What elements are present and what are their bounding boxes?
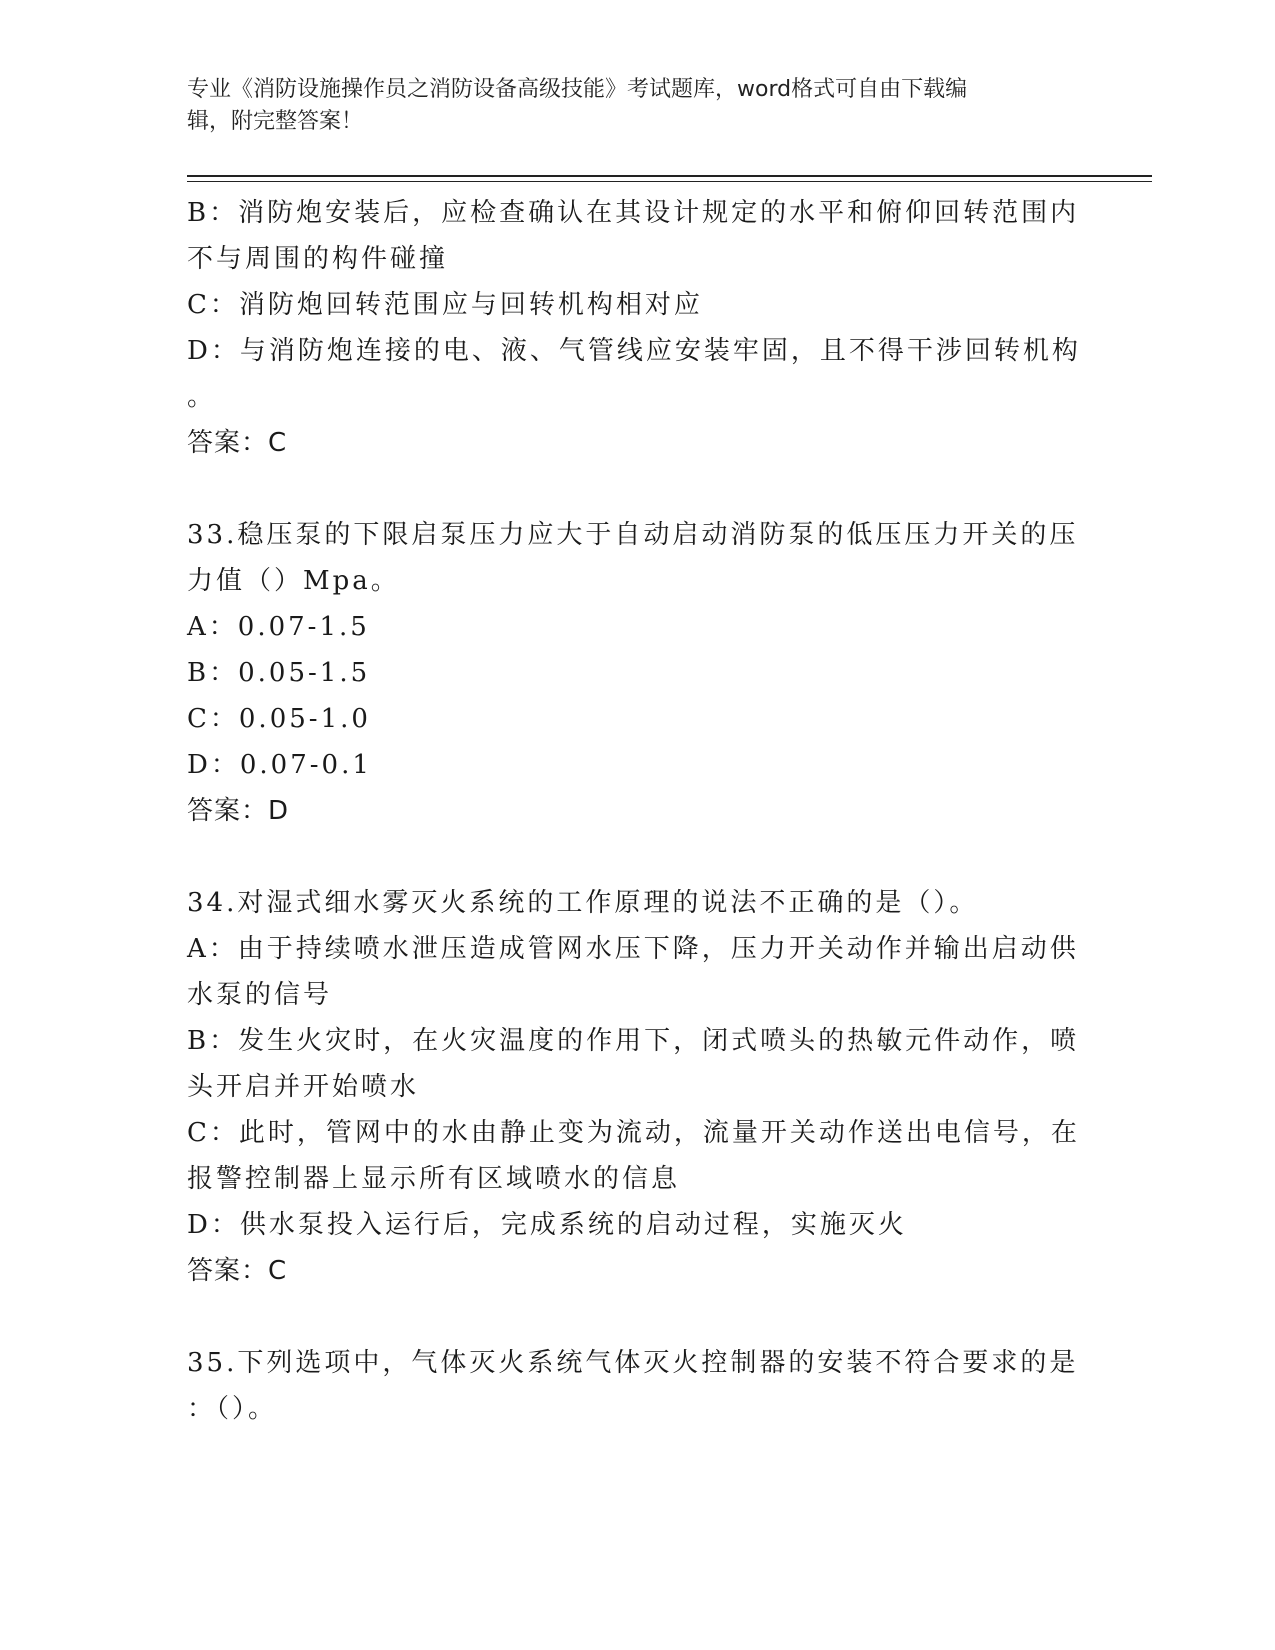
answer-label: 答案：D (187, 796, 290, 826)
question-block-35 (187, 1340, 1087, 1432)
question-stem-line-1: 33.稳压泵的下限启泵压力应大于自动启动消防泵的低压压力开关的压 (187, 520, 1079, 550)
spacer (187, 1294, 1087, 1340)
option-c: C：消防炮回转范围应与回转机构相对应 (187, 290, 703, 320)
question-stem-line-2: ：（）。 (187, 1394, 278, 1424)
option-d: D：0.07-0.1 (187, 750, 372, 780)
question-stem: 34.对湿式细水雾灭火系统的工作原理的说法不正确的是（）。 (187, 888, 979, 918)
option-c: C：0.05-1.0 (187, 704, 371, 734)
header-divider-thin (187, 181, 1152, 182)
header-divider-thick (187, 175, 1152, 177)
option-b-line-1: B：发生火灾时，在火灾温度的作用下，闭式喷头的热敏元件动作，喷 (187, 1026, 1080, 1056)
option-b-line-2: 不与周围的构件碰撞 (187, 244, 449, 274)
answer-label: 答案：C (187, 428, 288, 458)
answer-label: 答案：C (187, 1256, 288, 1286)
spacer (187, 466, 1087, 512)
option-b: B：0.05-1.5 (187, 658, 371, 688)
question-block-32 (187, 190, 1087, 466)
option-a: A：0.07-1.5 (187, 612, 370, 642)
question-block-34 (187, 880, 1087, 1294)
header-line-2: 辑，附完整答案！ (187, 109, 364, 134)
option-c-line-1: C：此时，管网中的水由静止变为流动，流量开关动作送出电信号，在 (187, 1118, 1080, 1148)
option-b-line-1: B：消防炮安装后，应检查确认在其设计规定的水平和俯仰回转范围内 (187, 198, 1080, 228)
header-line-1: 专业《消防设施操作员之消防设备高级技能》考试题库，word格式可自由下载编 (187, 77, 968, 102)
option-d: D：供水泵投入运行后，完成系统的启动过程，实施灭火 (187, 1210, 907, 1240)
document-body (187, 190, 1087, 1432)
question-block-33 (187, 512, 1087, 834)
option-c-line-2: 报警控制器上显示所有区域喷水的信息 (187, 1164, 681, 1194)
spacer (187, 834, 1087, 880)
option-a-line-1: A：由于持续喷水泄压造成管网水压下降，压力开关动作并输出启动供 (187, 934, 1079, 964)
option-b-line-2: 头开启并开始喷水 (187, 1072, 420, 1102)
option-d-line-2: 。 (187, 382, 217, 412)
question-stem-line-1: 35.下列选项中，气体灭火系统气体灭火控制器的安装不符合要求的是 (187, 1348, 1079, 1378)
document-header (187, 74, 1077, 138)
option-d-line-1: D：与消防炮连接的电、液、气管线应安装牢固，且不得干涉回转机构 (187, 336, 1081, 366)
question-stem-line-2: 力值（）Mpa。 (187, 566, 400, 596)
option-a-line-2: 水泵的信号 (187, 980, 333, 1010)
